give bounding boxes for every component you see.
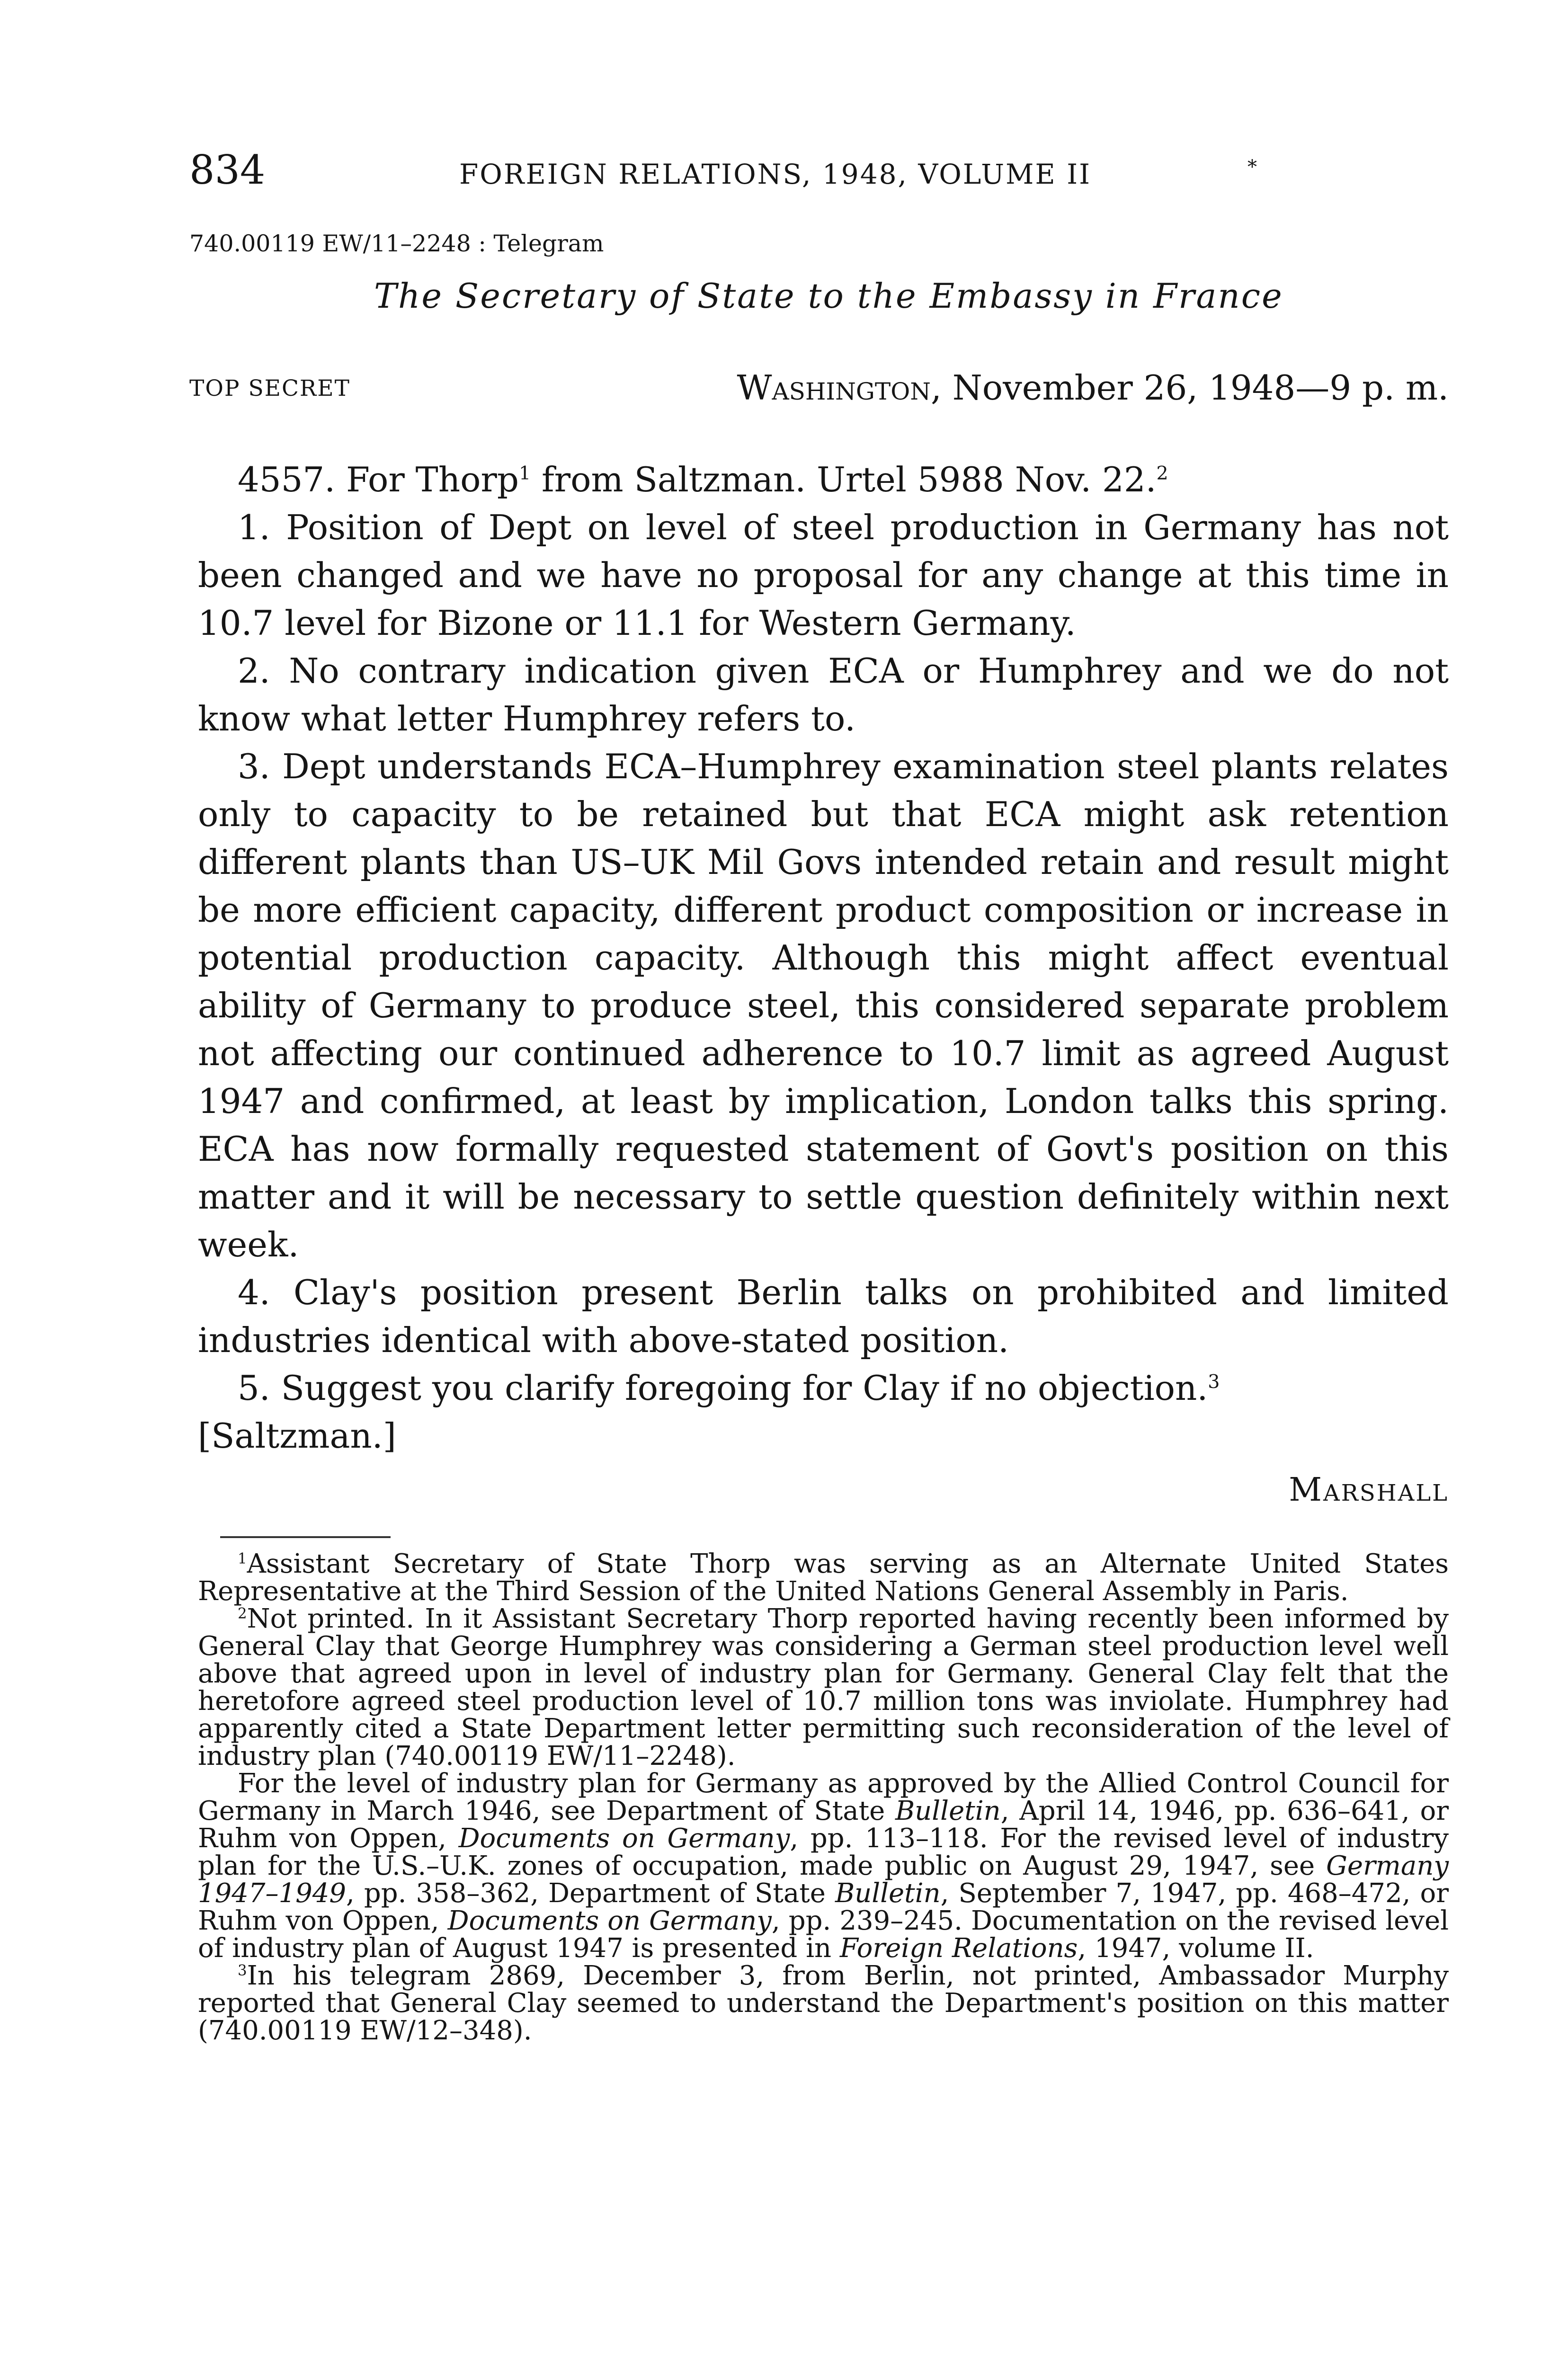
footnote-3: $^3$In his telegram 2869, December 3, from Berlin, not printed, Ambassador Murphy reported that General Clay seemed to understand the Department's position on this matter (740.00119 EW/12–348). [198,1960,1449,2046]
document-title: The Secretary of State to the Embassy in France [374,276,1283,316]
telegram-opening: 4557. For Thorp$^1$ from Saltzman. Urtel 5988 Nov. 22.$^2$ [238,460,1168,499]
paragraph-1: 1. Position of Dept on level of steel production in Germany has not been changed and we have no proposal for any change at this time in 10.7 level for Bizone or 11.1 for Western Germany. [198,507,1449,643]
dateline-place: Washington [737,368,931,408]
signature: Marshall [1289,1471,1449,1509]
paragraph-2: 2. No contrary indication given ECA or Humphrey and we do not know what letter Humphrey refers to. [198,651,1449,739]
dateline [705,368,1449,408]
footnote-1: $^1$Assistant Secretary of State Thorp was serving as an Alternate United States Representative at the Third Session of the United Nations General Assembly in Paris. [198,1548,1449,1607]
file-reference: 740.00119 EW/11–2248 : Telegram [189,230,604,257]
paragraph-4: 4. Clay's position present Berlin talks on prohibited and limited industries identical with above-stated position. [198,1272,1449,1360]
footnote-ref-1: 1 [518,463,531,484]
footnote-ref-2: 2 [1156,463,1168,484]
page-number: 834 [189,147,266,193]
footnotes [198,1550,1449,2045]
running-head: FOREIGN RELATIONS, 1948, VOLUME II [459,158,1092,190]
footnote-2-continued: For the level of industry plan for Germany as approved by the Allied Control Council for Germany in March 1946, see Department of State Bulletin, April 14, 1946, pp. 636–641, or Ruhm von Oppen, Documents on Germany, pp. 113–118. For the revised level of industry plan for the U.S.–U.K. zones of occupation, made public on August 29, 1947, see Germany 1947–1949, pp. 358–362, Department of State Bulletin, September 7, 1947, pp. 468–472, or Ruhm von Oppen, Documents on Germany, pp. 239–245. Documentation on the revised level of industry plan of August 1947 is presented in Foreign Relations, 1947, volume II. [198,1768,1449,1964]
dateline-date: , November 26, 1948—9 p. m. [930,368,1449,408]
classification-label: TOP SECRET [189,375,350,401]
paragraph-sender: [Saltzman.] [198,1416,396,1456]
page-header [189,142,1449,204]
footnote-divider [220,1536,391,1538]
footnote-2: $^2$Not printed. In it Assistant Secretary Thorp reported having recently been informed by General Clay that George Humphrey was considering a German steel production level well above that agreed upon in level of industry plan for Germany. General Clay felt that the heretofore agreed steel production level of 10.7 million tons was inviolate. Humphrey had apparently cited a State Department letter permitting such reconsideration of the level of industry plan (740.00119 EW/11–2248). [198,1603,1449,1771]
paragraph-5: 5. Suggest you clarify foregoing for Clay if no objection.$^3$ [238,1368,1220,1408]
telegram-body [198,456,1449,1460]
footnote-ref-3: 3 [1208,1371,1220,1393]
margin-mark: * [1247,156,1257,178]
paragraph-3: 3. Dept understands ECA–Humphrey examination steel plants relates only to capacity to be retained but that ECA might ask retention different plants than US–UK Mil Govs intended retain and result might be more efficient capacity, different product composition or increase in potential production capacity. Although this might affect eventual ability of Germany to produce steel, this considered separate problem not affecting our continued adherence to 10.7 limit as agreed August 1947 and confirmed, at least by implication, London talks this spring. ECA has now formally requested statement of Govt's position on this matter and it will be necessary to settle question definitely within next week. [198,747,1449,1264]
